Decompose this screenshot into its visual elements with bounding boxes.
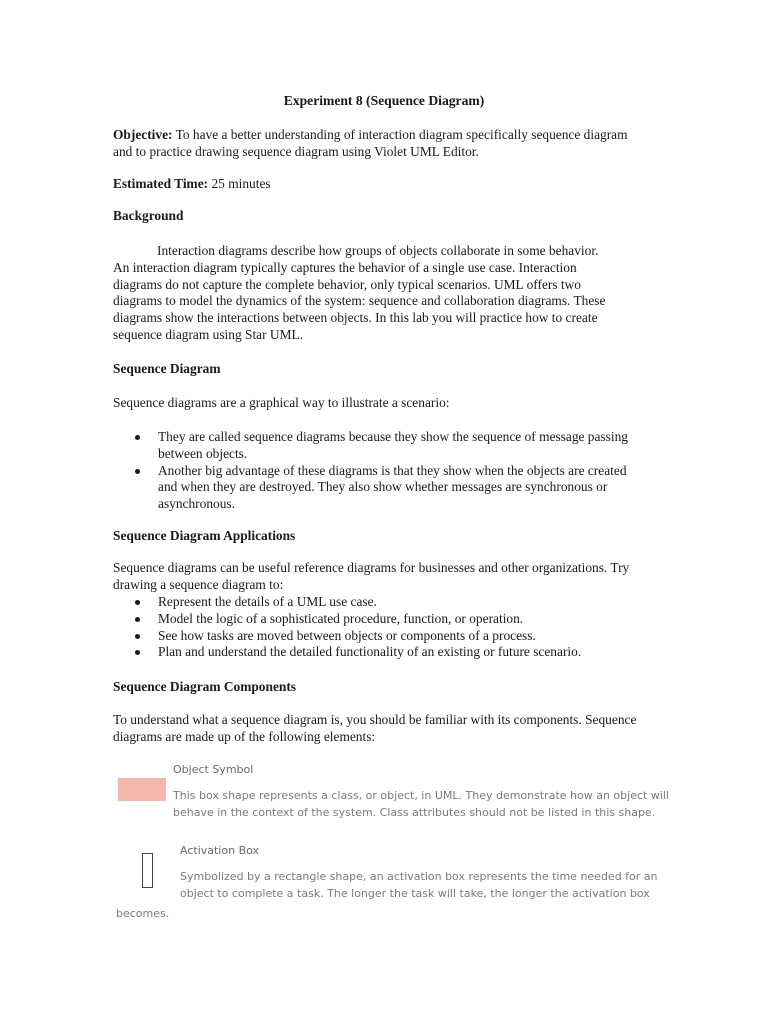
- list-item-text: See how tasks are moved between objects or components of a process.: [158, 627, 536, 643]
- background-paragraph: [113, 243, 673, 344]
- list-item: [113, 628, 673, 645]
- components-intro-line-2: diagrams are made up of the following elements:: [113, 728, 376, 744]
- background-line-4: diagrams to model the dynamics of the system: sequence and collaboration diagrams. These: [113, 293, 606, 309]
- estimated-time-paragraph: [113, 176, 653, 193]
- bullet-icon: [135, 650, 140, 655]
- objective-label: Objective:: [113, 127, 173, 142]
- sequence-diagram-intro: Sequence diagrams are a graphical way to illustrate a scenario:: [113, 395, 450, 410]
- activation-box-description: [180, 868, 680, 902]
- background-line-6: sequence diagram using Star UML.: [113, 326, 304, 342]
- object-symbol-description: [173, 787, 673, 821]
- list-item-text: Represent the details of a UML use case.: [158, 594, 377, 609]
- bullet-icon: [135, 634, 140, 639]
- activation-box-line-3: becomes.: [116, 907, 170, 920]
- list-item-line: asynchronous.: [158, 496, 235, 512]
- components-heading: Sequence Diagram Components: [113, 679, 297, 694]
- object-symbol-shape: [118, 778, 166, 801]
- bullet-icon: [135, 600, 140, 605]
- activation-box-line-1: Symbolized by a rectangle shape, an activation box represents the time needed for an: [180, 870, 658, 883]
- background-line-2: An interaction diagram typically captures the behavior of a single use case. Interaction: [113, 259, 577, 275]
- applications-bullets: [113, 594, 673, 661]
- applications-intro-line-1: Sequence diagrams can be useful reference diagrams for businesses and other organizations. Try: [113, 560, 630, 575]
- list-item: [113, 594, 673, 611]
- list-item: [113, 429, 673, 463]
- background-line-1: Interaction diagrams describe how groups of objects collaborate in some behavior.: [157, 243, 599, 258]
- object-symbol-line-1: This box shape represents a class, or object, in UML. They demonstrate how an object will: [173, 789, 669, 802]
- list-item-line: between objects.: [158, 445, 248, 461]
- bullet-icon: [135, 617, 140, 622]
- activation-box-line-2: object to complete a task. The longer the task will take, the longer the activation box: [180, 887, 650, 900]
- applications-intro-line-2: drawing a sequence diagram to:: [113, 576, 284, 592]
- estimated-time-value: 25 minutes: [208, 176, 271, 191]
- applications-heading: Sequence Diagram Applications: [113, 528, 296, 543]
- bullet-icon: [135, 469, 140, 474]
- applications-intro: [113, 560, 673, 594]
- page-title: Experiment 8 (Sequence Diagram): [283, 93, 485, 108]
- objective-text-line-2: and to practice drawing sequence diagram using Violet UML Editor.: [113, 143, 479, 159]
- components-intro-line-1: To understand what a sequence diagram is, you should be familiar with its components. Sequence: [113, 712, 637, 727]
- sequence-diagram-heading: Sequence Diagram: [113, 361, 221, 376]
- list-item-line: They are called sequence diagrams because they show the sequence of message passing: [158, 429, 628, 444]
- list-item-line: and when they are destroyed. They also show whether messages are synchronous or: [158, 479, 608, 495]
- list-item-text: Plan and understand the detailed functionality of an existing or future scenario.: [158, 644, 582, 660]
- list-item: [113, 611, 673, 628]
- list-item: [113, 463, 673, 513]
- components-intro: [113, 712, 673, 746]
- sequence-diagram-bullets: [113, 429, 673, 513]
- list-item-text: Model the logic of a sophisticated procedure, function, or operation.: [158, 610, 524, 626]
- list-item: [113, 644, 673, 661]
- background-heading: Background: [113, 208, 184, 223]
- activation-box-shape: [142, 853, 153, 888]
- object-symbol-line-2: behave in the context of the system. Class attributes should not be listed in this shape.: [173, 806, 656, 819]
- activation-box-title: Activation Box: [180, 844, 260, 857]
- list-item-line: Another big advantage of these diagrams is that they show when the objects are created: [158, 462, 627, 478]
- bullet-icon: [135, 435, 140, 440]
- background-line-5: diagrams show the interactions between objects. In this lab you will practice how to create: [113, 310, 598, 326]
- background-line-3: diagrams do not capture the complete behavior, only typical scenarios. UML offers two: [113, 276, 581, 292]
- estimated-time-label: Estimated Time:: [113, 176, 209, 191]
- objective-paragraph: [113, 127, 653, 161]
- objective-text-line-1: To have a better understanding of interaction diagram specifically sequence diagram: [172, 127, 628, 142]
- object-symbol-title: Object Symbol: [173, 763, 254, 776]
